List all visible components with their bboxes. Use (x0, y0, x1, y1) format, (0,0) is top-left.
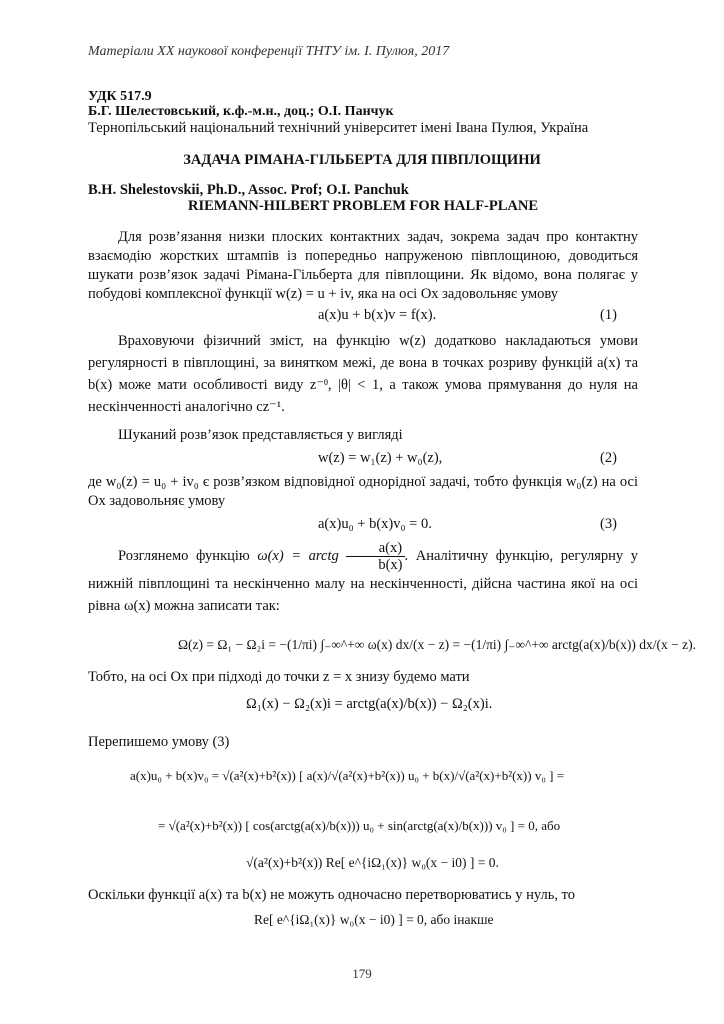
authors-ua: Б.Г. Шелестовський, к.ф.-м.н., доц.; О.І. Панчук (88, 104, 394, 119)
omega-fraction (346, 540, 404, 573)
paragraph-1-text: Для розв’язання низки плоских контактних задач, зокрема задач про контактну взаємодію жорстких штампів із попередньо напруженою півплощиною, доводиться шукати розв’язок задачі Рімана-Гільберта для півплощини. Як відомо, вона полягає у побудові комплексної функції w(z) = u + iv, яка на осі Ox задовольняє умову (88, 229, 638, 302)
page-number: 179 (352, 966, 372, 981)
paragraph-8 (88, 886, 638, 905)
paragraph-4 (88, 473, 638, 511)
paragraph-5-text (88, 540, 638, 617)
equation-2-number: (2) (600, 450, 617, 466)
equation-3: a(x)u₀ + b(x)v₀ = 0. (318, 516, 432, 532)
paragraph-6 (88, 668, 638, 687)
udk-code: УДК 517.9 (88, 89, 152, 104)
paragraph-2-text: Враховуючи фізичний зміст, на функцію w(z) додатково накладаються умови регулярності в півплощині, за винятком межі, де вона в точках розриву функцій a(x) та b(x) може мати особливості виду z⁻ᶿ, |θ| < 1, а також умова прямування до нуля на нескінченності аналогічно cz⁻¹. (88, 333, 638, 415)
equation-1-number: (1) (600, 307, 617, 323)
equation-1: a(x)u + b(x)v = f(x). (318, 307, 437, 323)
equation-3-number: (3) (600, 516, 617, 532)
affiliation: Тернопільський національний технічний університет імені Івана Пулюя, Україна (88, 120, 589, 136)
paragraph-7 (88, 733, 638, 752)
paragraph-2 (88, 330, 638, 418)
title-ua: ЗАДАЧА РІМАНА-ГІЛЬБЕРТА ДЛЯ ПІВПЛОЩИНИ (183, 152, 541, 168)
paragraph-1 (88, 228, 638, 304)
paragraph-3-text: Шуканий розв’язок представляється у вигляді (118, 427, 403, 443)
omega-fraction-denominator: b(x) (378, 557, 403, 573)
equation-7: = √(a²(x)+b²(x)) [ cos(arctg(a(x)/b(x))) u₀ + sin(arctg(a(x)/b(x))) v₀ ] = 0, або (158, 818, 561, 833)
paragraph-5 (88, 540, 638, 617)
paragraph-3 (88, 426, 638, 445)
equation-9: Re[ e^{iΩ₁(x)} w₀(x − i0) ] = 0, або інакше (254, 912, 494, 927)
paragraph-8-text: Оскільки функції a(x) та b(x) не можуть одночасно перетворюватись у нуль, то (88, 887, 576, 903)
authors-en: B.H. Shelestovskii, Ph.D., Assoc. Prof; O.I. Panchuk (88, 182, 409, 198)
equation-2: w(z) = w₁(z) + w₀(z), (318, 450, 443, 466)
paragraph-6-text: Тобто, на осі Ox при підході до точки z = x знизу будемо мати (88, 669, 470, 685)
omega-fraction-numerator: a(x) (346, 540, 404, 557)
equation-4: Ω(z) = Ω₁ − Ω₂i = −(1/πi) ∫₋∞^+∞ ω(x) dx/(x − z) = −(1/πi) ∫₋∞^+∞ arctg(a(x)/b(x)) dx/(x − z). (178, 637, 696, 652)
title-en: RIEMANN-HILBERT PROBLEM FOR HALF-PLANE (187, 198, 539, 214)
paragraph-4-text: де w₀(z) = u₀ + iv₀ є розв’язком відповідної однорідної задачі, тобто функція w₀(z) на осі Ox задовольняє умову (88, 474, 638, 509)
running-header: Матеріали ХХ наукової конференції ТНТУ ім. І. Пулюя, 2017 (88, 44, 450, 59)
equation-8: √(a²(x)+b²(x)) Re[ e^{iΩ₁(x)} w₀(x − i0) ] = 0. (246, 855, 499, 870)
omega-definition: ω(x) = arctg (257, 547, 339, 564)
equation-6: a(x)u₀ + b(x)v₀ = √(a²(x)+b²(x)) [ a(x)/√(a²(x)+b²(x)) u₀ + b(x)/√(a²(x)+b²(x)) v₀ ] = (130, 768, 565, 783)
equation-5: Ω₁(x) − Ω₂(x)i = arctg(a(x)/b(x)) − Ω₂(x)i. (246, 696, 493, 712)
paragraph-5-lead: Розглянемо функцію (118, 547, 250, 564)
paragraph-5-tail: . Аналітичну функцію, регулярну у нижній півплощині та нескінченно малу на нескінченності, дійсна частина якої на осі рівна ω(x) можна записати так: (88, 547, 639, 614)
paragraph-7-text: Перепишемо умову (3) (88, 734, 230, 750)
